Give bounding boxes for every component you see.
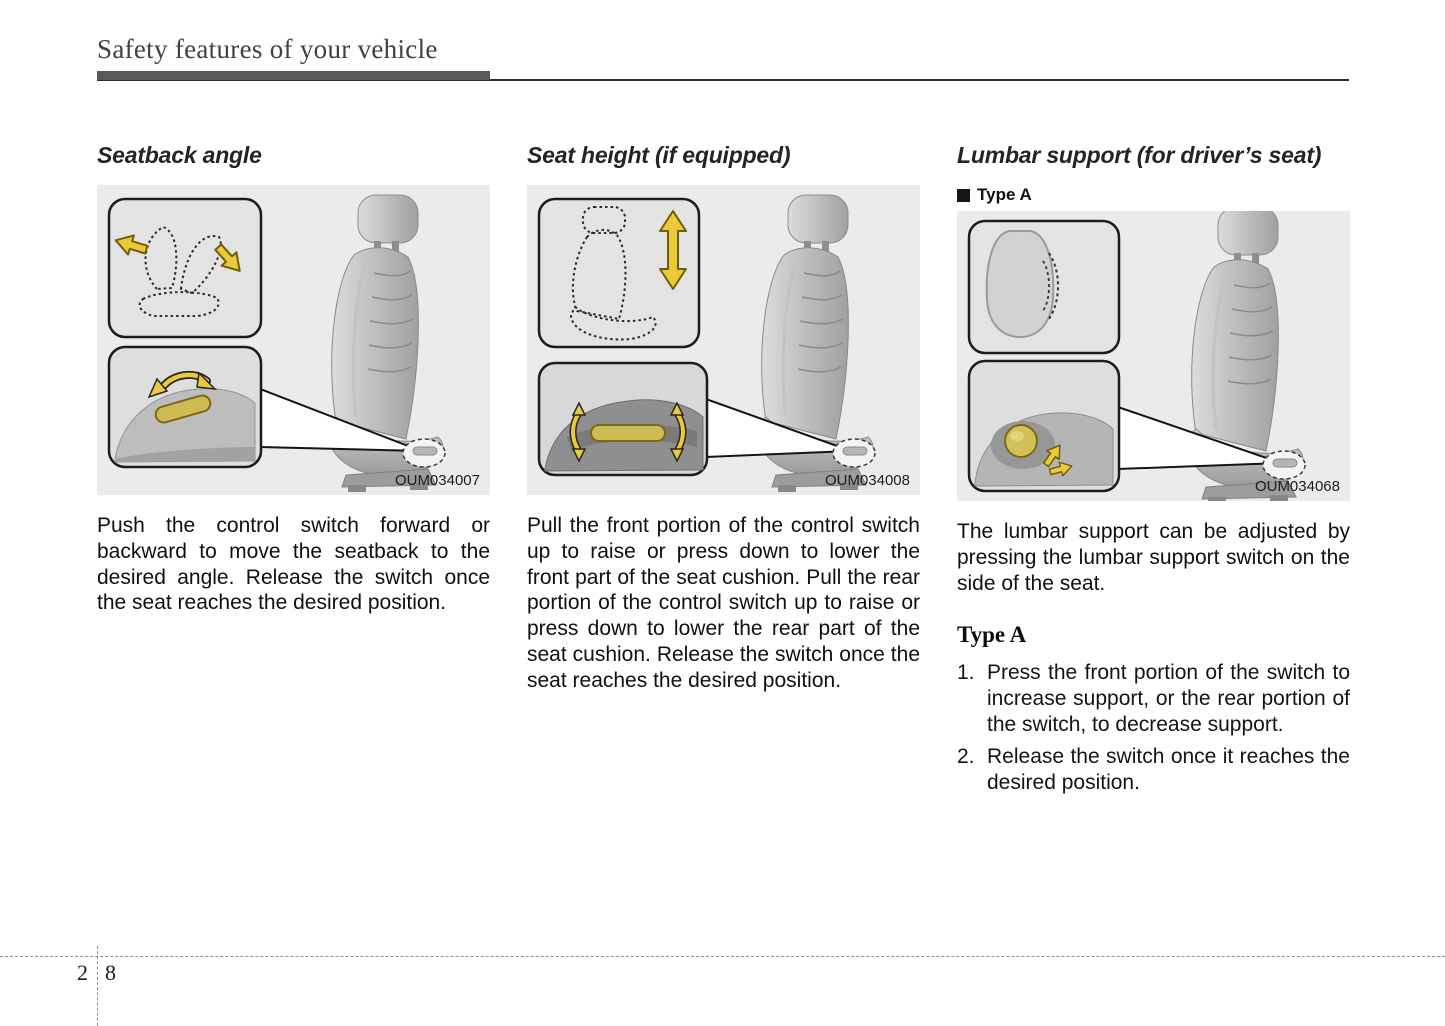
square-bullet-icon <box>957 189 970 202</box>
control-lever <box>591 425 665 441</box>
steps-list <box>957 660 1350 795</box>
body-text: The lumbar support can be adjusted by pressing the lumbar support switch on the side of the seat. <box>957 520 1350 595</box>
switch-closeup-inset <box>539 363 707 475</box>
list-item <box>957 744 1350 796</box>
figure-code: OUM034007 <box>394 472 480 489</box>
column-seatback-angle <box>97 142 490 802</box>
seatback-angle-figure <box>97 185 490 495</box>
header-rule <box>97 72 1349 81</box>
page-title: Safety features of your vehicle <box>97 34 438 64</box>
list-item-number: 2. <box>957 744 975 768</box>
list-item-text: Release the switch once it reaches the desired position. <box>987 744 1350 794</box>
section-heading: Seat height (if equipped) <box>527 142 791 168</box>
content-columns <box>97 142 1349 802</box>
switch-closeup-inset <box>969 361 1119 491</box>
type-a-subheading: Type A <box>957 622 1027 648</box>
list-item <box>957 660 1350 737</box>
seatback-angle-illustration <box>97 185 490 495</box>
body-text: Pull the front portion of the control switch up to raise or press down to lower the front part of the seat cushion. Pull the rear portion of the control switch up to raise or press down to lower the rear part of the seat cushion. Release the switch once the seat reaches the desired position. <box>527 514 920 692</box>
lumbar-support-illustration <box>957 211 1350 501</box>
column-lumbar-support <box>957 142 1350 802</box>
type-a-label: Type A <box>977 185 1032 204</box>
lumbar-diagram-inset <box>969 221 1119 353</box>
body-text: Push the control switch forward or backward to move the seatback to the desired angle. Release the switch once the seat reaches the desired position. <box>97 514 490 615</box>
section-heading: Seatback angle <box>97 142 262 168</box>
figure-code: OUM034068 <box>1254 478 1340 495</box>
list-item-text: Press the front portion of the switch to increase support, or the rear portion of the switch, to decrease support. <box>987 661 1350 737</box>
lumbar-knob <box>1005 425 1037 457</box>
list-item-number: 1. <box>957 661 975 685</box>
page-header <box>97 34 1349 81</box>
seat-height-figure <box>527 185 920 495</box>
height-diagram-inset <box>539 199 699 347</box>
recline-diagram-inset <box>109 199 261 337</box>
column-seat-height <box>527 142 920 802</box>
lumbar-support-figure <box>957 211 1350 501</box>
chapter-number: 2 <box>77 960 88 985</box>
footer-dashed-line <box>0 956 1445 957</box>
footer-vertical-dash <box>97 946 98 1026</box>
switch-closeup-inset <box>109 347 261 467</box>
type-a-marker-row <box>957 185 1350 205</box>
section-heading: Lumbar support (for driver’s seat) <box>957 142 1322 168</box>
figure-code: OUM034008 <box>824 472 910 489</box>
seat-height-illustration <box>527 185 920 495</box>
header-rule-bar <box>97 71 490 80</box>
page-number: 8 <box>105 960 116 985</box>
